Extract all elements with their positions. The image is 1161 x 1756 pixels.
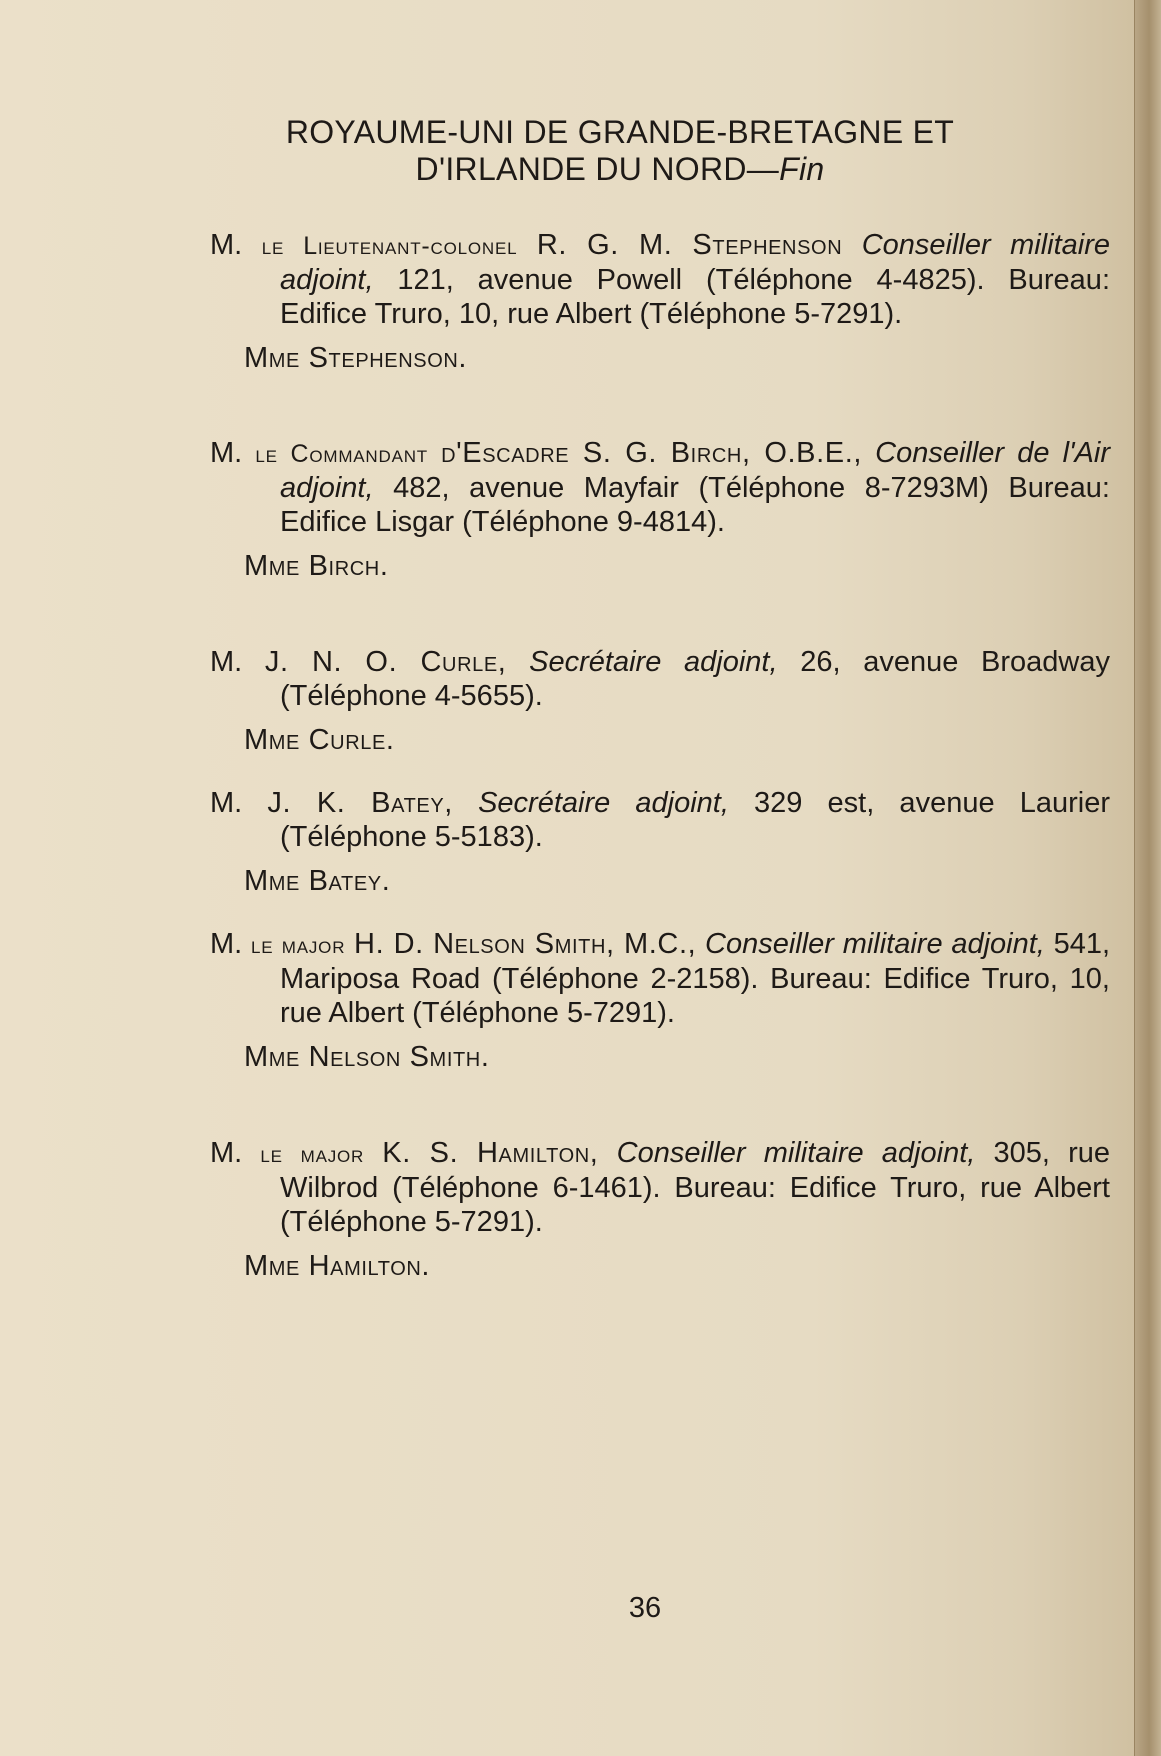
entry-text xyxy=(210,927,1110,1030)
entry-rank: le major xyxy=(260,1140,365,1168)
entry-text xyxy=(210,436,1110,539)
entry-text xyxy=(210,228,1110,331)
entry-batey xyxy=(210,786,1110,898)
entry-spouse: Mme Birch. xyxy=(244,550,389,582)
entry-nelson-smith xyxy=(210,927,1110,1074)
entry-details: 329 est, avenue Laurier (Téléphone 5-5183). xyxy=(280,787,1110,853)
entry-details: 541, Mariposa Road (Téléphone 2-2158). Bureau: Edifice Truro, 10, rue Albert (Téléphone 5-7291). xyxy=(280,928,1111,1029)
entry-text xyxy=(210,645,1110,713)
entry-title: Conseiller militaire adjoint, xyxy=(280,229,1111,296)
entry-name: d'Escadre S. G. Birch, O.B.E., xyxy=(441,437,863,469)
entry-spouse: Mme Curle. xyxy=(244,724,395,756)
entry-prefix: M. xyxy=(210,787,243,819)
entry-spouse: Mme Stephenson. xyxy=(244,342,468,374)
entry-name: J. K. Batey, xyxy=(267,787,453,819)
entry-title: Conseiller de l'Air adjoint, xyxy=(280,437,1110,504)
entry-curle xyxy=(210,645,1110,757)
entry-name: K. S. Hamilton, xyxy=(382,1137,599,1169)
entry-hamilton xyxy=(210,1136,1110,1283)
entry-spouse: Mme Hamilton. xyxy=(244,1250,431,1282)
page-number: 36 xyxy=(628,1592,662,1624)
entry-details: 305, rue Wilbrod (Téléphone 6-1461). Bureau: Edifice Truro, rue Albert (Téléphone 5-7291). xyxy=(280,1137,1111,1238)
entry-name: R. G. M. Stephenson xyxy=(536,229,843,261)
entry-details: 121, avenue Powell (Téléphone 4-4825). Bureau: Edifice Truro, 10, rue Albert (Téléphone 5-7291). xyxy=(280,264,1110,330)
entry-rank: le Commandant xyxy=(255,440,428,468)
entry-prefix: M. xyxy=(210,229,243,261)
entry-prefix: M. xyxy=(210,928,243,960)
entry-name: H. D. Nelson Smith, M.C., xyxy=(354,928,697,960)
entry-title: Conseiller militaire adjoint, xyxy=(616,1137,976,1169)
title-line-1: ROYAUME-UNI DE GRANDE-BRETAGNE ET xyxy=(285,114,955,150)
entry-title: Secrétaire adjoint, xyxy=(529,646,778,678)
entry-details: 26, avenue Broadway (Téléphone 4-5655). xyxy=(280,646,1110,712)
entry-rank: le Lieutenant-colonel xyxy=(261,232,518,260)
entry-spouse: Mme Batey. xyxy=(244,865,391,897)
entry-prefix: M. xyxy=(210,646,243,678)
entry-text xyxy=(210,1136,1110,1239)
entry-prefix: M. xyxy=(210,1137,243,1169)
entry-spouse: Mme Nelson Smith. xyxy=(244,1041,490,1073)
entry-title: Secrétaire adjoint, xyxy=(478,787,729,819)
entry-title: Conseiller militaire adjoint, xyxy=(705,928,1045,960)
title-suffix: Fin xyxy=(779,151,825,187)
entry-stephenson xyxy=(210,228,1110,375)
entry-text xyxy=(210,786,1110,854)
entry-name: J. N. O. Curle, xyxy=(264,646,507,678)
entry-prefix: M. xyxy=(210,437,243,469)
entry-details: 482, avenue Mayfair (Téléphone 8-7293M) Bureau: Edifice Lisgar (Téléphone 9-4814). xyxy=(280,472,1110,538)
title-line-2: D'IRLANDE DU NORD—Fin xyxy=(415,151,825,187)
entry-rank: le major xyxy=(250,931,346,959)
page-title xyxy=(160,114,1080,188)
page-right-edge xyxy=(1134,0,1161,1756)
entry-birch xyxy=(210,436,1110,583)
